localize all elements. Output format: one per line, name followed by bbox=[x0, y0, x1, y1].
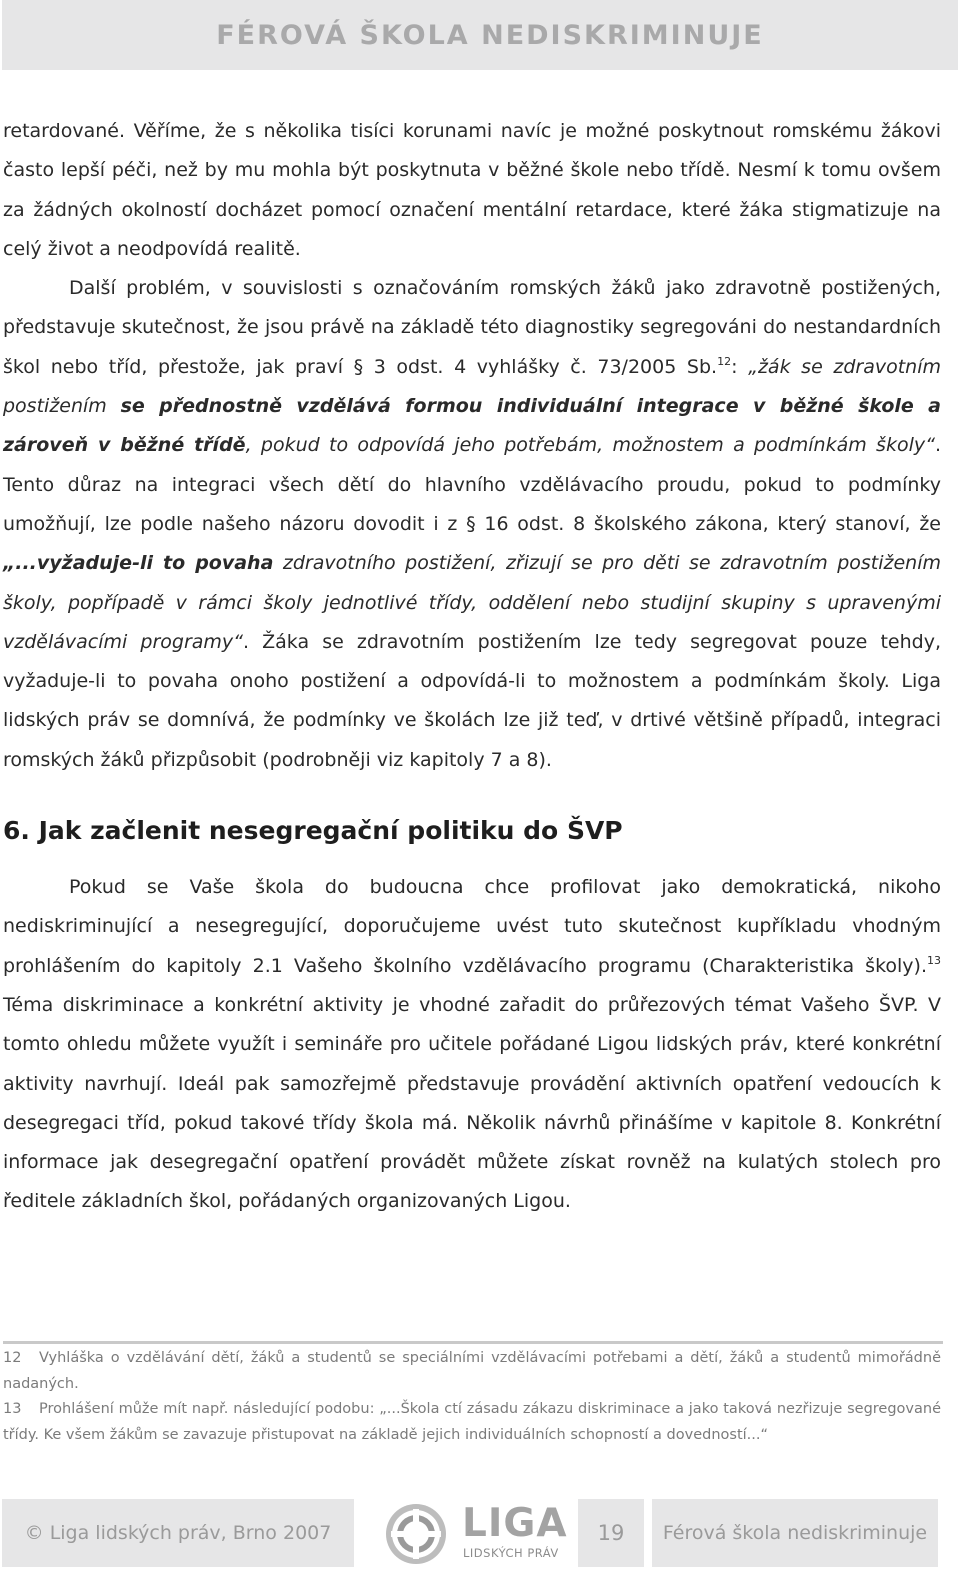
footer-copyright: © Liga lidských práv, Brno 2007 bbox=[2, 1499, 354, 1567]
footer-publication: Férová škola nediskriminuje bbox=[652, 1499, 938, 1567]
quote-emphasis-2: „...vyžaduje-li to povaha bbox=[3, 552, 274, 575]
paragraph-continuation: retardované. Věříme, že s několika tisíci korunami navíc je možné poskytnout romskému žákovi často lepší péči, než by mu mohla být poskytnuta v běžné škole nebo třídě. Nesmí k tomu ovšem za žádných okolností docházet pomocí označení mentální retardace, které žáka stigmatizuje na celý život a neodpovídá realitě. bbox=[3, 120, 941, 260]
main-content bbox=[3, 112, 941, 1222]
paragraph-svp: Pokud se Vaše škola do budoucna chce profilovat jako demokratická, nikoho nediskriminující a nesegregující, doporučujeme uvést tuto skutečnost kupříkladu vhodným prohlášením do kapitoly 2.1 Vašeho školního vzdělávacího programu (Charakteristika školy).$^{13}$ Téma diskriminace a konkrétní aktivity je vhodné zařadit do průřezových témat Vašeho ŠVP. V tomto ohledu můžete využít i semináře pro učitele pořádané Ligou lidských práv, které konkrétní aktivity navrhují. Ideál pak samozřejmě představuje provádění aktivních opatření vedoucích k desegregaci tříd, pokud takové třídy škola má. Několik návrhů přinášíme v kapitole 8. Konkrétní informace jak desegregační opatření provádět můžete získat rovněž na kulatých stolech pro ředitele základních škol, pořádaných organizovaných Ligou. bbox=[3, 876, 941, 1213]
footnote-ref-13[interactable]: 13 bbox=[927, 953, 941, 967]
footnote-12: 12 Vyhláška o vzdělávání dětí, žáků a studentů se speciálními vzdělávacími potřebami a dětí, žáků a studentů mimořádně nadaných. bbox=[3, 1350, 941, 1392]
running-header-title: FÉROVÁ ŠKOLA NEDISKRIMINUJE bbox=[216, 19, 764, 51]
footnotes bbox=[3, 1346, 941, 1448]
footnote-13: 13 Prohlášení může mít např. následující podobu: „...Škola ctí zásadu zákazu diskriminace a jako taková nezřizuje segregované třídy. Ke všem žákům se zavazuje přistupovat na základě jejich individuálních schopností a dovedností...“ bbox=[3, 1401, 941, 1443]
footnote-ref-12[interactable]: 12 bbox=[717, 354, 732, 368]
quote-emphasis: se přednostně vzdělává formou individuální integrace v běžné škole a zároveň v běžné třídě bbox=[3, 395, 941, 457]
page-number-box bbox=[578, 1499, 644, 1567]
liga-logo-mark-icon bbox=[383, 1501, 449, 1567]
section-heading: 6. Jak začlenit nesegregační politiku do ŠVP bbox=[3, 816, 623, 846]
page-number: 19 bbox=[597, 1521, 625, 1545]
running-header bbox=[2, 0, 958, 70]
logo-subtitle: LIDSKÝCH PRÁV bbox=[463, 1546, 559, 1560]
footnote-divider bbox=[3, 1341, 943, 1344]
page-footer bbox=[0, 1499, 960, 1569]
liga-logo bbox=[383, 1501, 568, 1567]
logo-wordmark: LIGA bbox=[462, 1501, 568, 1546]
paragraph-segregation: Další problém, v souvislosti s označováním romských žáků jako zdravotně postižených, představuje skutečnost, že jsou právě na základě této diagnostiky segregováni do nestandardních škol nebo tříd, přestože, jak praví § 3 odst. 4 vyhlášky č. 73/2005 Sb.$^{12}$: „žák se zdravotním postižením se přednostně vzdělává formou individuální integrace v běžné škole a zároveň v běžné třídě, pokud to odpovídá jeho potřebám, možnostem a podmínkám školy“. Tento důraz na integraci všech dětí do hlavního vzdělávacího proudu, pokud to podmínky umožňují, lze podle našeho názoru dovodit i z § 16 odst. 8 školského zákona, který stanoví, že „...vyžaduje-li to povaha zdravotního postižení, zřizují se pro děti se zdravotním postižením školy, popřípadě v rámci školy jednotlivé třídy, oddělení nebo studijní skupiny s upravenými vzdělávacími programy“. Žáka se zdravotním postižením lze tedy segregovat pouze tehdy, vyžaduje-li to povaha onoho postižení a odpovídá-li to možnostem a podmínkám školy. Liga lidských práv se domnívá, že podmínky ve školách lze již teď, v drtivé většině případů, integraci romských žáků přizpůsobit (podrobněji viz kapitoly 7 a 8). bbox=[3, 277, 942, 771]
